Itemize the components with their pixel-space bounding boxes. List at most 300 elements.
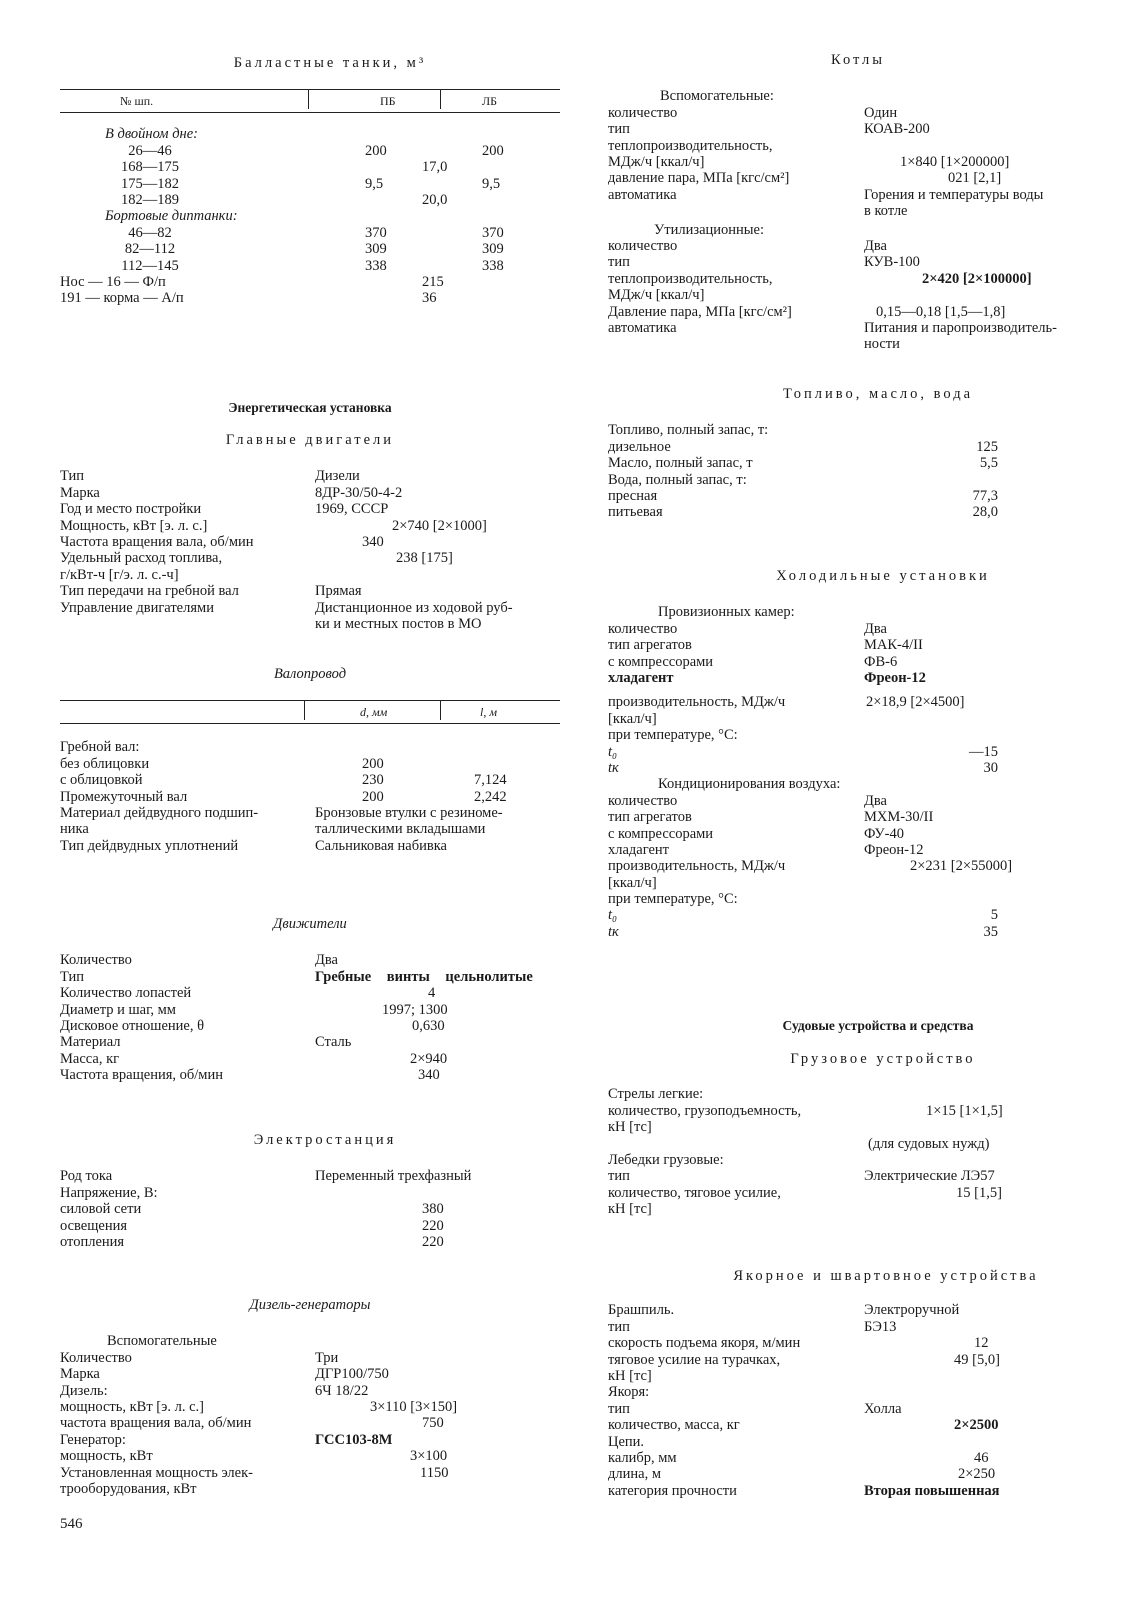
spec-row: [608, 1483, 1108, 1499]
row-value: ки и местных постов в МО: [315, 615, 482, 632]
row-label: Масло, полный запас, т: [608, 455, 753, 472]
row-label: 46—82: [128, 224, 172, 241]
spec-row: [60, 550, 560, 566]
row-value: 6Ч 18/22: [315, 1382, 369, 1399]
spec-row: [60, 985, 560, 1001]
row-label: длина, м: [608, 1466, 661, 1483]
row-label: 168—175: [121, 159, 179, 176]
row-value: 220: [422, 1217, 444, 1234]
diesel-generators-rows: [60, 1350, 560, 1498]
row-label: с компрессорами: [608, 653, 714, 670]
header-divider: [440, 700, 441, 720]
lb-value: 370: [482, 224, 504, 241]
row-value: Два: [864, 620, 887, 637]
table-row: [60, 176, 560, 192]
row-label: Топливо, полный запас, т:: [608, 422, 769, 439]
row-label: МДж/ч [ккал/ч]: [608, 287, 705, 304]
spec-row: [60, 1383, 560, 1399]
row-value: Два: [864, 792, 887, 809]
fuel-rows: [608, 422, 1108, 520]
row-label: Тип: [60, 468, 85, 485]
row-label: t₀: [608, 907, 618, 924]
propulsors-title: Движители: [273, 916, 347, 932]
row-label: трооборудования, кВт: [60, 1480, 197, 1497]
row-label: теплопроизводительность,: [608, 137, 773, 154]
booms-row: [608, 1086, 1108, 1102]
row-label: производительность, МДж/ч: [608, 694, 786, 711]
row-value: 2×420 [2×100000]: [922, 270, 1032, 287]
diesel-generators-section: [60, 1297, 560, 1497]
row-label: питьевая: [608, 504, 663, 521]
row-label: Марка: [60, 484, 100, 501]
table-row: [60, 821, 560, 837]
row-label: Марка: [60, 1366, 100, 1383]
spec-row: [608, 203, 1108, 219]
table-row: [60, 789, 560, 805]
row-value: 2×740 [2×1000]: [392, 517, 487, 534]
row-value: Фреон-12: [864, 841, 924, 858]
row-value: МАК-4/II: [864, 637, 923, 654]
spec-row: [608, 320, 1108, 336]
header-divider: [304, 700, 305, 720]
row-value: ФВ-6: [864, 653, 898, 670]
row-label: Мощность, кВт [э. л. с.]: [60, 517, 208, 534]
temp-row: [608, 891, 1108, 907]
prov-perf-unit-row: [608, 711, 1108, 727]
spec-row: [608, 170, 1108, 186]
anchor-rows: [608, 1302, 1108, 1499]
row-label: [ккал/ч]: [608, 710, 657, 727]
row-value: 238 [175]: [396, 550, 453, 567]
spec-row: [60, 1399, 560, 1415]
row-label: Установленная мощность элек-: [60, 1464, 253, 1481]
table-row: [60, 192, 560, 208]
row-value: 35: [983, 923, 998, 940]
row-label: давление пара, МПа [кгс/см²]: [608, 170, 790, 187]
row-label: Частота вращения, об/мин: [60, 1067, 223, 1084]
row-label: с облицовкой: [60, 772, 143, 789]
row-value: Холла: [864, 1400, 902, 1417]
header-divider: [440, 89, 441, 109]
spec-row: [608, 336, 1108, 352]
row-value: 220: [422, 1233, 444, 1250]
spec-row: [60, 1415, 560, 1431]
row-value: Дизели: [315, 468, 360, 485]
spec-row: [60, 1465, 560, 1481]
spec-row: [60, 1448, 560, 1464]
row-label: Вода, полный запас, т:: [608, 471, 747, 488]
row-value: 021 [2,1]: [948, 170, 1002, 187]
pb-value: 370: [365, 224, 387, 241]
row-label: тип: [608, 1318, 630, 1335]
row-label: Диаметр и шаг, мм: [60, 1001, 176, 1018]
row-value: Гребные винты цельнолитые: [315, 968, 533, 985]
cond-rows: [608, 793, 1108, 859]
row-value: 380: [422, 1201, 444, 1218]
spec-row: [608, 271, 1108, 287]
row-value: Электрические ЛЭ57: [864, 1168, 995, 1185]
diesel-generators-subtitle: Вспомогательные: [107, 1333, 217, 1350]
row-label: t₀: [608, 743, 618, 760]
row-value: Фреон-12: [864, 669, 926, 686]
util-boilers-label: Утилизационные:: [654, 221, 765, 238]
row-label: тип агрегатов: [608, 637, 692, 654]
boilers-title: Котлы: [831, 52, 885, 68]
spec-row: [60, 1185, 560, 1201]
row-value: КОАВ-200: [864, 121, 930, 138]
spec-row: [60, 1432, 560, 1448]
row-value: Три: [315, 1349, 339, 1366]
row-value: Вторая повышенная: [864, 1482, 1000, 1499]
spec-row: [608, 504, 1108, 520]
cond-perf-unit-row: [608, 875, 1108, 891]
row-label: Стрелы легкие:: [608, 1086, 704, 1103]
row-value: ГСС103-8М: [315, 1431, 393, 1448]
row-label: при температуре, °С:: [608, 727, 738, 744]
row-label: Давление пара, МПа [кгс/см²]: [608, 303, 792, 320]
spec-row: [60, 952, 560, 968]
row-label: кН [тс]: [608, 1367, 652, 1384]
header-frame-no: № шп.: [120, 94, 154, 109]
row-value: 2×2500: [954, 1417, 999, 1434]
spec-row: [60, 567, 560, 583]
shafting-rows: [60, 739, 560, 854]
row-label: с компрессорами: [608, 825, 714, 842]
ballast-tanks-section: [60, 55, 560, 307]
cond-label: Кондиционирования воздуха:: [658, 776, 841, 793]
spec-row: [608, 105, 1108, 121]
spec-row: [60, 1018, 560, 1034]
row-value: КУВ-100: [864, 254, 920, 271]
row-label: тип: [608, 1168, 630, 1185]
prov-perf-row: [608, 694, 1108, 710]
table-row: [60, 143, 560, 159]
row-label: Дисковое отношение, θ: [60, 1017, 205, 1034]
row-label: Цепи.: [608, 1433, 645, 1450]
spec-row: [60, 1481, 560, 1497]
row-value: Сталь: [315, 1034, 352, 1051]
table-row: [60, 772, 560, 788]
row-label: Тип дейдвудных уплотнений: [60, 837, 239, 854]
row-label: теплопроизводительность,: [608, 270, 773, 287]
table-header-rule: [60, 723, 560, 724]
row-label: Гребной вал:: [60, 739, 140, 756]
row-label: мощность, кВт [э. л. с.]: [60, 1398, 204, 1415]
row-label: количество: [608, 104, 678, 121]
row-value: 15 [1,5]: [956, 1184, 1002, 1201]
row-value: ФУ-40: [864, 825, 904, 842]
row-value: 1×840 [1×200000]: [900, 153, 1010, 170]
row-value: Горения и температуры воды: [864, 186, 1044, 203]
row-label: освещения: [60, 1217, 128, 1234]
d-value: таллическими вкладышами: [315, 821, 486, 838]
lb-value: 309: [482, 241, 504, 258]
pb-value: 9,5: [365, 175, 384, 192]
spec-row: [608, 1466, 1108, 1482]
row-label: Удельный расход топлива,: [60, 550, 223, 567]
cond-t0-row: [608, 907, 1108, 923]
row-value: Два: [315, 952, 338, 969]
row-value: 1997; 1300: [382, 1001, 448, 1018]
row-label: Тип: [60, 968, 85, 985]
row-value: 30: [983, 759, 998, 776]
spec-row: [60, 616, 560, 632]
d-value: 230: [362, 772, 384, 789]
spec-row: [608, 1335, 1108, 1351]
booms-unit-row: [608, 1119, 1108, 1135]
table-row: [60, 274, 560, 290]
cargo-section: [608, 1051, 1108, 1218]
spec-row: [608, 287, 1108, 303]
boilers-section: [608, 52, 1108, 353]
row-label: кН [тс]: [608, 1119, 652, 1136]
row-value: Два: [864, 237, 887, 254]
table-row: [60, 756, 560, 772]
booms-qty-row: [608, 1103, 1108, 1119]
main-engines-rows: [60, 468, 560, 632]
row-label: Материал: [60, 1034, 121, 1051]
spec-row: [608, 1352, 1108, 1368]
row-label: [ккал/ч]: [608, 874, 657, 891]
row-value: 2×250: [958, 1466, 996, 1483]
d-value: Сальниковая набивка: [315, 837, 447, 854]
row-label: Брашпиль.: [608, 1302, 675, 1319]
row-value: 2×231 [2×55000]: [910, 858, 1013, 875]
spec-row: [60, 1234, 560, 1250]
row-value: 5: [990, 907, 998, 924]
row-label: автоматика: [608, 186, 677, 203]
spec-row: [608, 138, 1108, 154]
spec-row: [608, 1434, 1108, 1450]
row-value: 340: [362, 533, 384, 550]
d-value: 200: [362, 788, 384, 805]
row-value: 4: [428, 985, 436, 1002]
row-value: Электроручной: [864, 1302, 960, 1319]
spec-row: [608, 842, 1108, 858]
spec-row: [60, 534, 560, 550]
row-label: скорость подъема якоря, м/мин: [608, 1335, 801, 1352]
row-label: тип: [608, 1400, 630, 1417]
aux-boilers-rows: [608, 105, 1108, 220]
row-value: —15: [969, 743, 998, 760]
row-label: Количество: [60, 952, 132, 969]
table-row: [60, 126, 560, 142]
row-label: Напряжение, В:: [60, 1184, 158, 1201]
spec-row: [608, 238, 1108, 254]
row-label: В двойном дне:: [105, 126, 198, 143]
winch-row: [608, 1152, 1108, 1168]
pb-value: 338: [365, 257, 387, 274]
row-label: калибр, мм: [608, 1449, 677, 1466]
main-engines-section: [60, 432, 560, 632]
table-row: [60, 838, 560, 854]
row-value: 0,630: [412, 1017, 445, 1034]
cond-tk-row: [608, 924, 1108, 940]
row-label: Количество: [60, 1349, 132, 1366]
row-label: дизельное: [608, 438, 671, 455]
util-boilers-rows: [608, 238, 1108, 353]
row-label: 112—145: [121, 257, 179, 274]
lb-value: 9,5: [482, 175, 501, 192]
fuel-section: [608, 386, 1108, 521]
spec-row: [60, 1034, 560, 1050]
row-value: Дистанционное из ходовой руб-: [315, 599, 513, 616]
row-label: 82—112: [124, 241, 176, 258]
row-label: Якоря:: [608, 1384, 650, 1401]
row-value: 1969, СССР: [315, 501, 389, 518]
row-value: 12: [974, 1335, 989, 1352]
row-label: Тип передачи на гребной вал: [60, 583, 239, 600]
row-label: г/кВт-ч [г/э. л. с.-ч]: [60, 566, 179, 583]
row-label: Дизель:: [60, 1382, 108, 1399]
row-value: 28,0: [972, 504, 998, 521]
spec-row: [608, 809, 1108, 825]
prov-t0-row: [608, 744, 1108, 760]
row-value: 340: [418, 1067, 440, 1084]
spec-row: [608, 621, 1108, 637]
spec-row: [608, 1450, 1108, 1466]
spec-row: [608, 1384, 1108, 1400]
pb-value: 200: [365, 142, 387, 159]
spec-row: [60, 600, 560, 616]
lb-value: 200: [482, 142, 504, 159]
ship-devices-title: Судовые устройства и средства: [782, 1018, 974, 1033]
row-label: количество: [608, 792, 678, 809]
table-row: [60, 241, 560, 257]
refrigeration-title: Холодильные установки: [776, 568, 990, 584]
power-station-rows: [60, 1168, 560, 1250]
spec-row: [608, 670, 1108, 686]
row-label: тип агрегатов: [608, 809, 692, 826]
pb-value: 309: [365, 241, 387, 258]
spec-row: [60, 518, 560, 534]
shafting-title: Валопровод: [273, 666, 347, 682]
table-row: [60, 290, 560, 306]
spec-row: [608, 121, 1108, 137]
row-label: 182—189: [121, 191, 179, 208]
row-value: 1×15 [1×1,5]: [926, 1102, 1003, 1119]
row-value: 8ДР-30/50-4-2: [315, 484, 403, 501]
shafting-section: [60, 666, 560, 854]
spec-row: [60, 485, 560, 501]
row-label: 26—46: [128, 142, 172, 159]
row-value: 2×18,9 [2×4500]: [866, 694, 965, 711]
anchor-title: Якорное и швартовное устройства: [733, 1268, 1039, 1284]
row-label: пресная: [608, 487, 658, 504]
row-label: Промежуточный вал: [60, 788, 188, 805]
mid-value: 20,0: [422, 191, 448, 208]
spec-row: [60, 1350, 560, 1366]
spec-row: [60, 1002, 560, 1018]
spec-row: [608, 637, 1108, 653]
header-pb: ПБ: [380, 94, 396, 109]
header-lb: ЛБ: [482, 94, 498, 109]
row-label: мощность, кВт: [60, 1448, 153, 1465]
row-label: tк: [608, 923, 619, 940]
ballast-table-header: [60, 90, 560, 112]
row-label: категория прочности: [608, 1482, 737, 1499]
spec-row: [608, 1302, 1108, 1318]
spec-row: [608, 154, 1108, 170]
row-label: кН [тс]: [608, 1201, 652, 1218]
table-row: [60, 805, 560, 821]
mid-value: 215: [422, 273, 444, 290]
spec-row: [60, 969, 560, 985]
header-d: d, мм: [360, 705, 388, 720]
row-label: автоматика: [608, 319, 677, 336]
row-label: 191 — корма — А/п: [60, 290, 184, 307]
row-label: Лебедки грузовые:: [608, 1151, 724, 1168]
spec-row: [608, 654, 1108, 670]
row-label: тип: [608, 254, 630, 271]
d-value: 200: [362, 755, 384, 772]
cargo-title: Грузовое устройство: [790, 1051, 976, 1067]
table-header-rule: [60, 112, 560, 113]
spec-row: [60, 468, 560, 484]
spec-row: [60, 1168, 560, 1184]
row-value: 0,15—0,18 [1,5—1,8]: [876, 303, 1006, 320]
energy-plant-title: Энергетическая установка: [228, 400, 392, 415]
spec-row: [608, 304, 1108, 320]
spec-row: [608, 1417, 1108, 1433]
main-engines-title: Главные двигатели: [225, 432, 395, 448]
spec-row: [608, 187, 1108, 203]
row-label: тип: [608, 121, 630, 138]
row-label: Род тока: [60, 1168, 113, 1185]
mid-value: 17,0: [422, 159, 448, 176]
propulsors-section: [60, 916, 560, 1084]
spec-row: [608, 472, 1108, 488]
spec-row: [608, 439, 1108, 455]
header-l: l, м: [480, 705, 497, 720]
row-label: количество, тяговое усилие,: [608, 1184, 781, 1201]
row-value: Прямая: [315, 583, 362, 600]
row-value: 77,3: [972, 487, 998, 504]
spec-row: [60, 583, 560, 599]
row-label: Бортовые диптанки:: [105, 208, 238, 225]
refrigeration-section: [608, 568, 1108, 940]
row-label: 175—182: [121, 175, 179, 192]
spec-row: [608, 1368, 1108, 1384]
aux-boilers-label: Вспомогательные:: [660, 88, 774, 105]
spec-row: [608, 793, 1108, 809]
row-label: количество: [608, 620, 678, 637]
row-label: Управление двигателями: [60, 599, 214, 616]
power-station-section: [60, 1132, 560, 1250]
table-row: [60, 159, 560, 175]
row-value: Питания и паропроизводитель-: [864, 319, 1057, 336]
row-value: 46: [974, 1449, 989, 1466]
row-label: количество, масса, кг: [608, 1417, 740, 1434]
spec-row: [608, 422, 1108, 438]
row-value: ности: [864, 336, 900, 353]
row-label: хладагент: [608, 841, 670, 858]
table-row: [60, 225, 560, 241]
table-row: [60, 739, 560, 755]
winch-type-row: [608, 1168, 1108, 1184]
spec-row: [60, 501, 560, 517]
spec-row: [60, 1201, 560, 1217]
row-label: Количество лопастей: [60, 985, 192, 1002]
row-value: БЭ13: [864, 1318, 897, 1335]
row-label: Частота вращения вала, об/мин: [60, 533, 254, 550]
ballast-title: Балластные танки, м³: [233, 55, 427, 71]
row-value: 3×110 [3×150]: [370, 1398, 458, 1415]
row-value: 49 [5,0]: [954, 1351, 1000, 1368]
shafting-table-header: [60, 701, 560, 723]
row-label: хладагент: [608, 669, 674, 686]
row-label: Масса, кг: [60, 1050, 120, 1067]
